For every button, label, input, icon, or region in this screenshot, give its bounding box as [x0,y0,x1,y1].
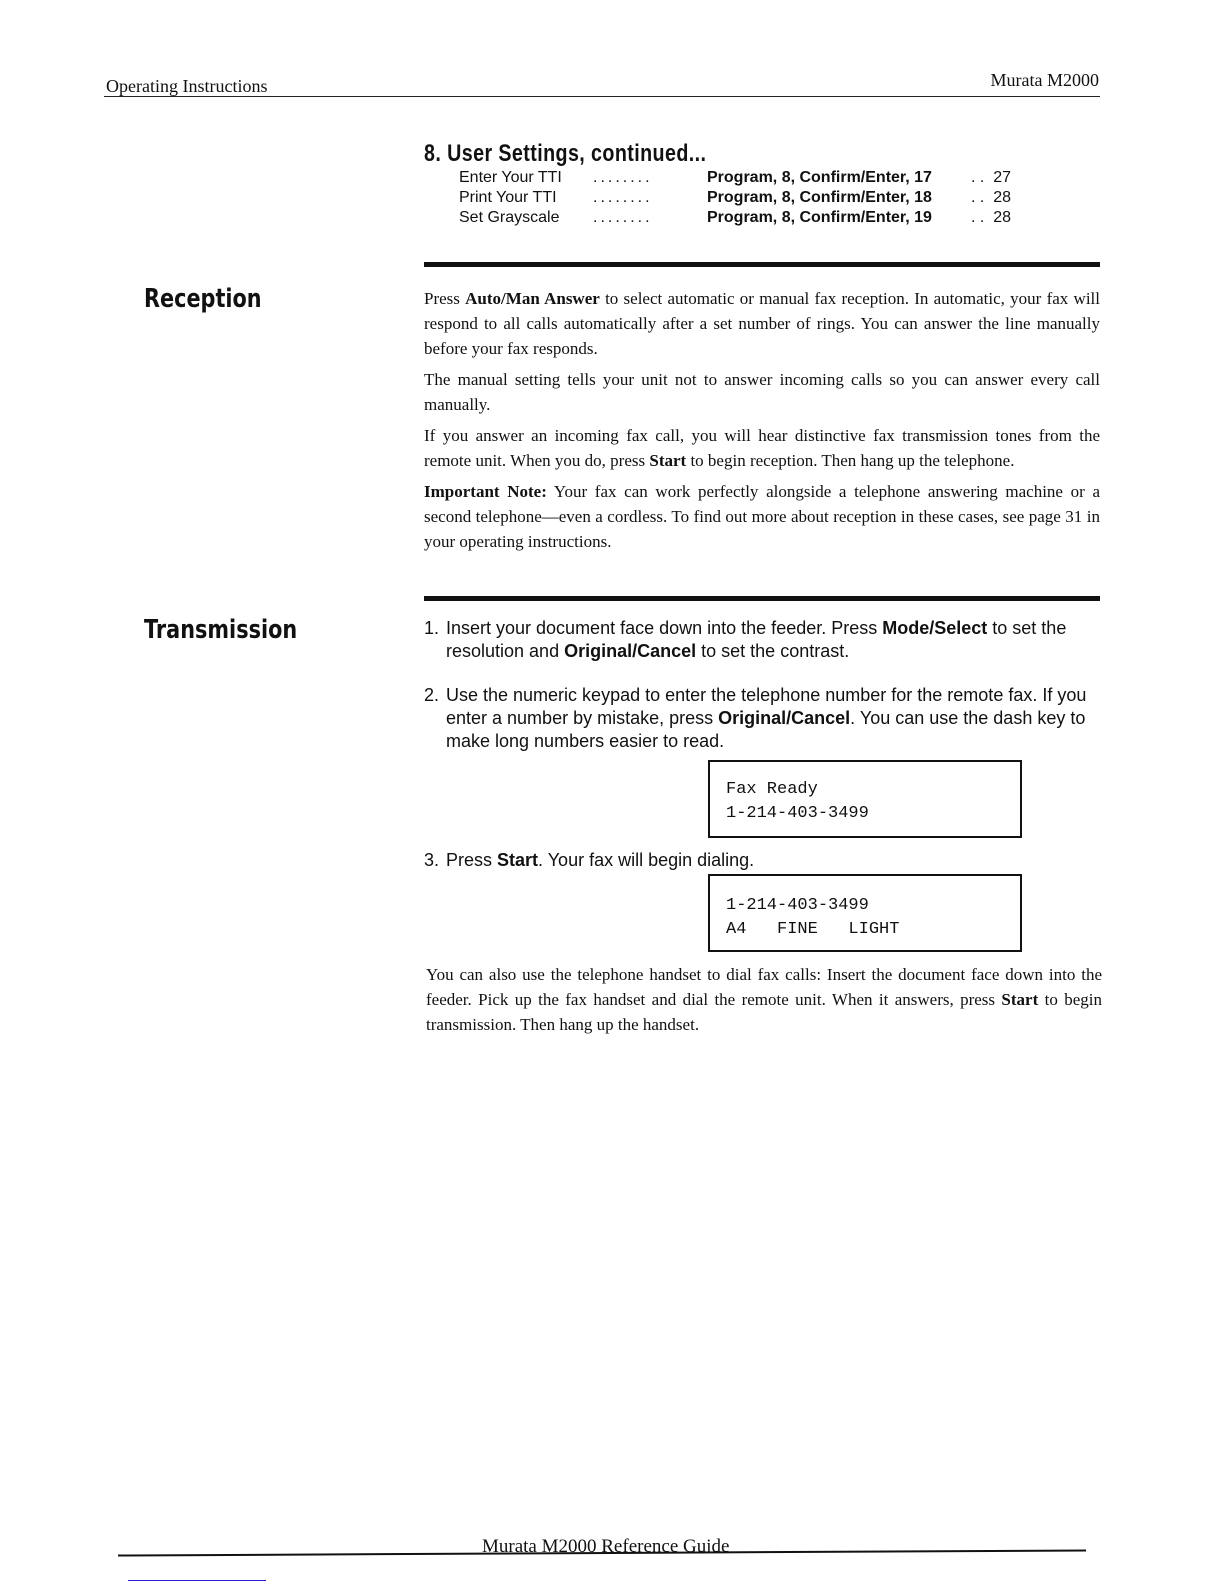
header-rule [104,96,1100,97]
step-1 [424,617,1104,663]
text: Use the numeric keypad to enter the telephone number for the remote fax. If you enter a number by mistake, press [446,685,1087,728]
key-name: Mode/Select [882,618,988,638]
lcd-line: 1-214-403-3499 [726,804,869,823]
text: You can also use the telephone handset to dial fax calls: Insert the document face down into the feeder. Pick up the fax handset and dial the remote unit. When it answers, press [426,965,1102,1009]
footer-title: Murata M2000 Reference Guide [482,1536,730,1557]
section-divider [424,596,1100,601]
step-2 [424,684,1104,753]
transmission-heading: Transmission [144,615,298,645]
lcd-display-fax-ready [708,760,1022,838]
key-name: Start [1001,990,1039,1009]
note-label: Important Note: [424,482,547,501]
header-section-title: Operating Instructions [106,76,268,96]
lcd-display-dialing [708,874,1022,952]
setting-page: . . 28 [971,189,1012,206]
setting-command: Program, 8, Confirm/Enter, 18 [707,189,932,206]
key-name: Original/Cancel [564,641,697,661]
step-text [424,617,1104,663]
leader-dots: ........ [593,209,653,226]
paragraph [424,423,1100,473]
header-product-name: Murata M2000 [990,70,1099,90]
paragraph [424,286,1100,361]
reception-heading: Reception [144,284,262,314]
key-name: Start [649,451,687,470]
key-name: Auto/Man Answer [465,289,600,308]
text: to set the resolution and [446,618,1067,661]
lcd-line: Fax Ready [726,780,818,799]
setting-command: Program, 8, Confirm/Enter, 19 [707,209,932,226]
text: to begin transmission. Then hang up the handset. [426,990,1102,1034]
setting-command: Program, 8, Confirm/Enter, 17 [707,169,932,186]
lcd-line: 1-214-403-3499 [726,896,869,915]
paragraph [424,479,1100,554]
setting-label: Enter Your TTI [459,169,562,186]
setting-page: . . 28 [971,209,1012,226]
paragraph: The manual setting tells your unit not to answer incoming calls so you can answer every call manually. [424,370,1100,414]
step-number: 3. [424,850,440,870]
leader-dots: ........ [593,189,653,206]
step-text [424,849,1104,872]
setting-label: Print Your TTI [459,189,557,206]
key-name: Original/Cancel [718,708,851,728]
text: to begin reception. Then hang up the telephone. [686,451,1015,470]
text: If you answer an incoming fax call, you will hear distinctive fax transmission tones from the remote unit. When you do, press [424,426,1100,470]
text: Press [424,289,466,308]
step-3 [424,849,1104,872]
text: Insert your document face down into the feeder. Press [446,618,883,638]
lcd-line: A4 FINE LIGHT [726,920,900,939]
leader-dots: ........ [593,169,653,186]
text: . Your fax will begin dialing. [538,850,755,870]
section-divider [424,262,1100,267]
settings-title: 8. User Settings, continued... [424,140,707,167]
footer-link-underline [128,1580,266,1581]
reception-body [424,286,1100,560]
setting-label: Set Grayscale [459,209,560,226]
setting-page: . . 27 [971,169,1012,186]
text: Your fax can work perfectly alongside a telephone answering machine or a second telephone—even a cordless. To find out more about reception in these cases, see page 31 in your operating instructions. [424,482,1101,551]
step-number: 1. [424,618,440,638]
handset-paragraph [426,962,1102,1037]
text: . You can use the dash key to make long numbers easier to read. [446,708,1086,751]
step-text [424,684,1104,753]
key-name: Start [497,850,539,870]
text: to select automatic or manual fax reception. In automatic, your fax will respond to all calls automatically after a set number of rings. You can answer the line manually before your fax responds. [424,289,1100,358]
step-number: 2. [424,685,440,705]
text: Press [446,850,498,870]
text: to set the contrast. [696,641,850,661]
